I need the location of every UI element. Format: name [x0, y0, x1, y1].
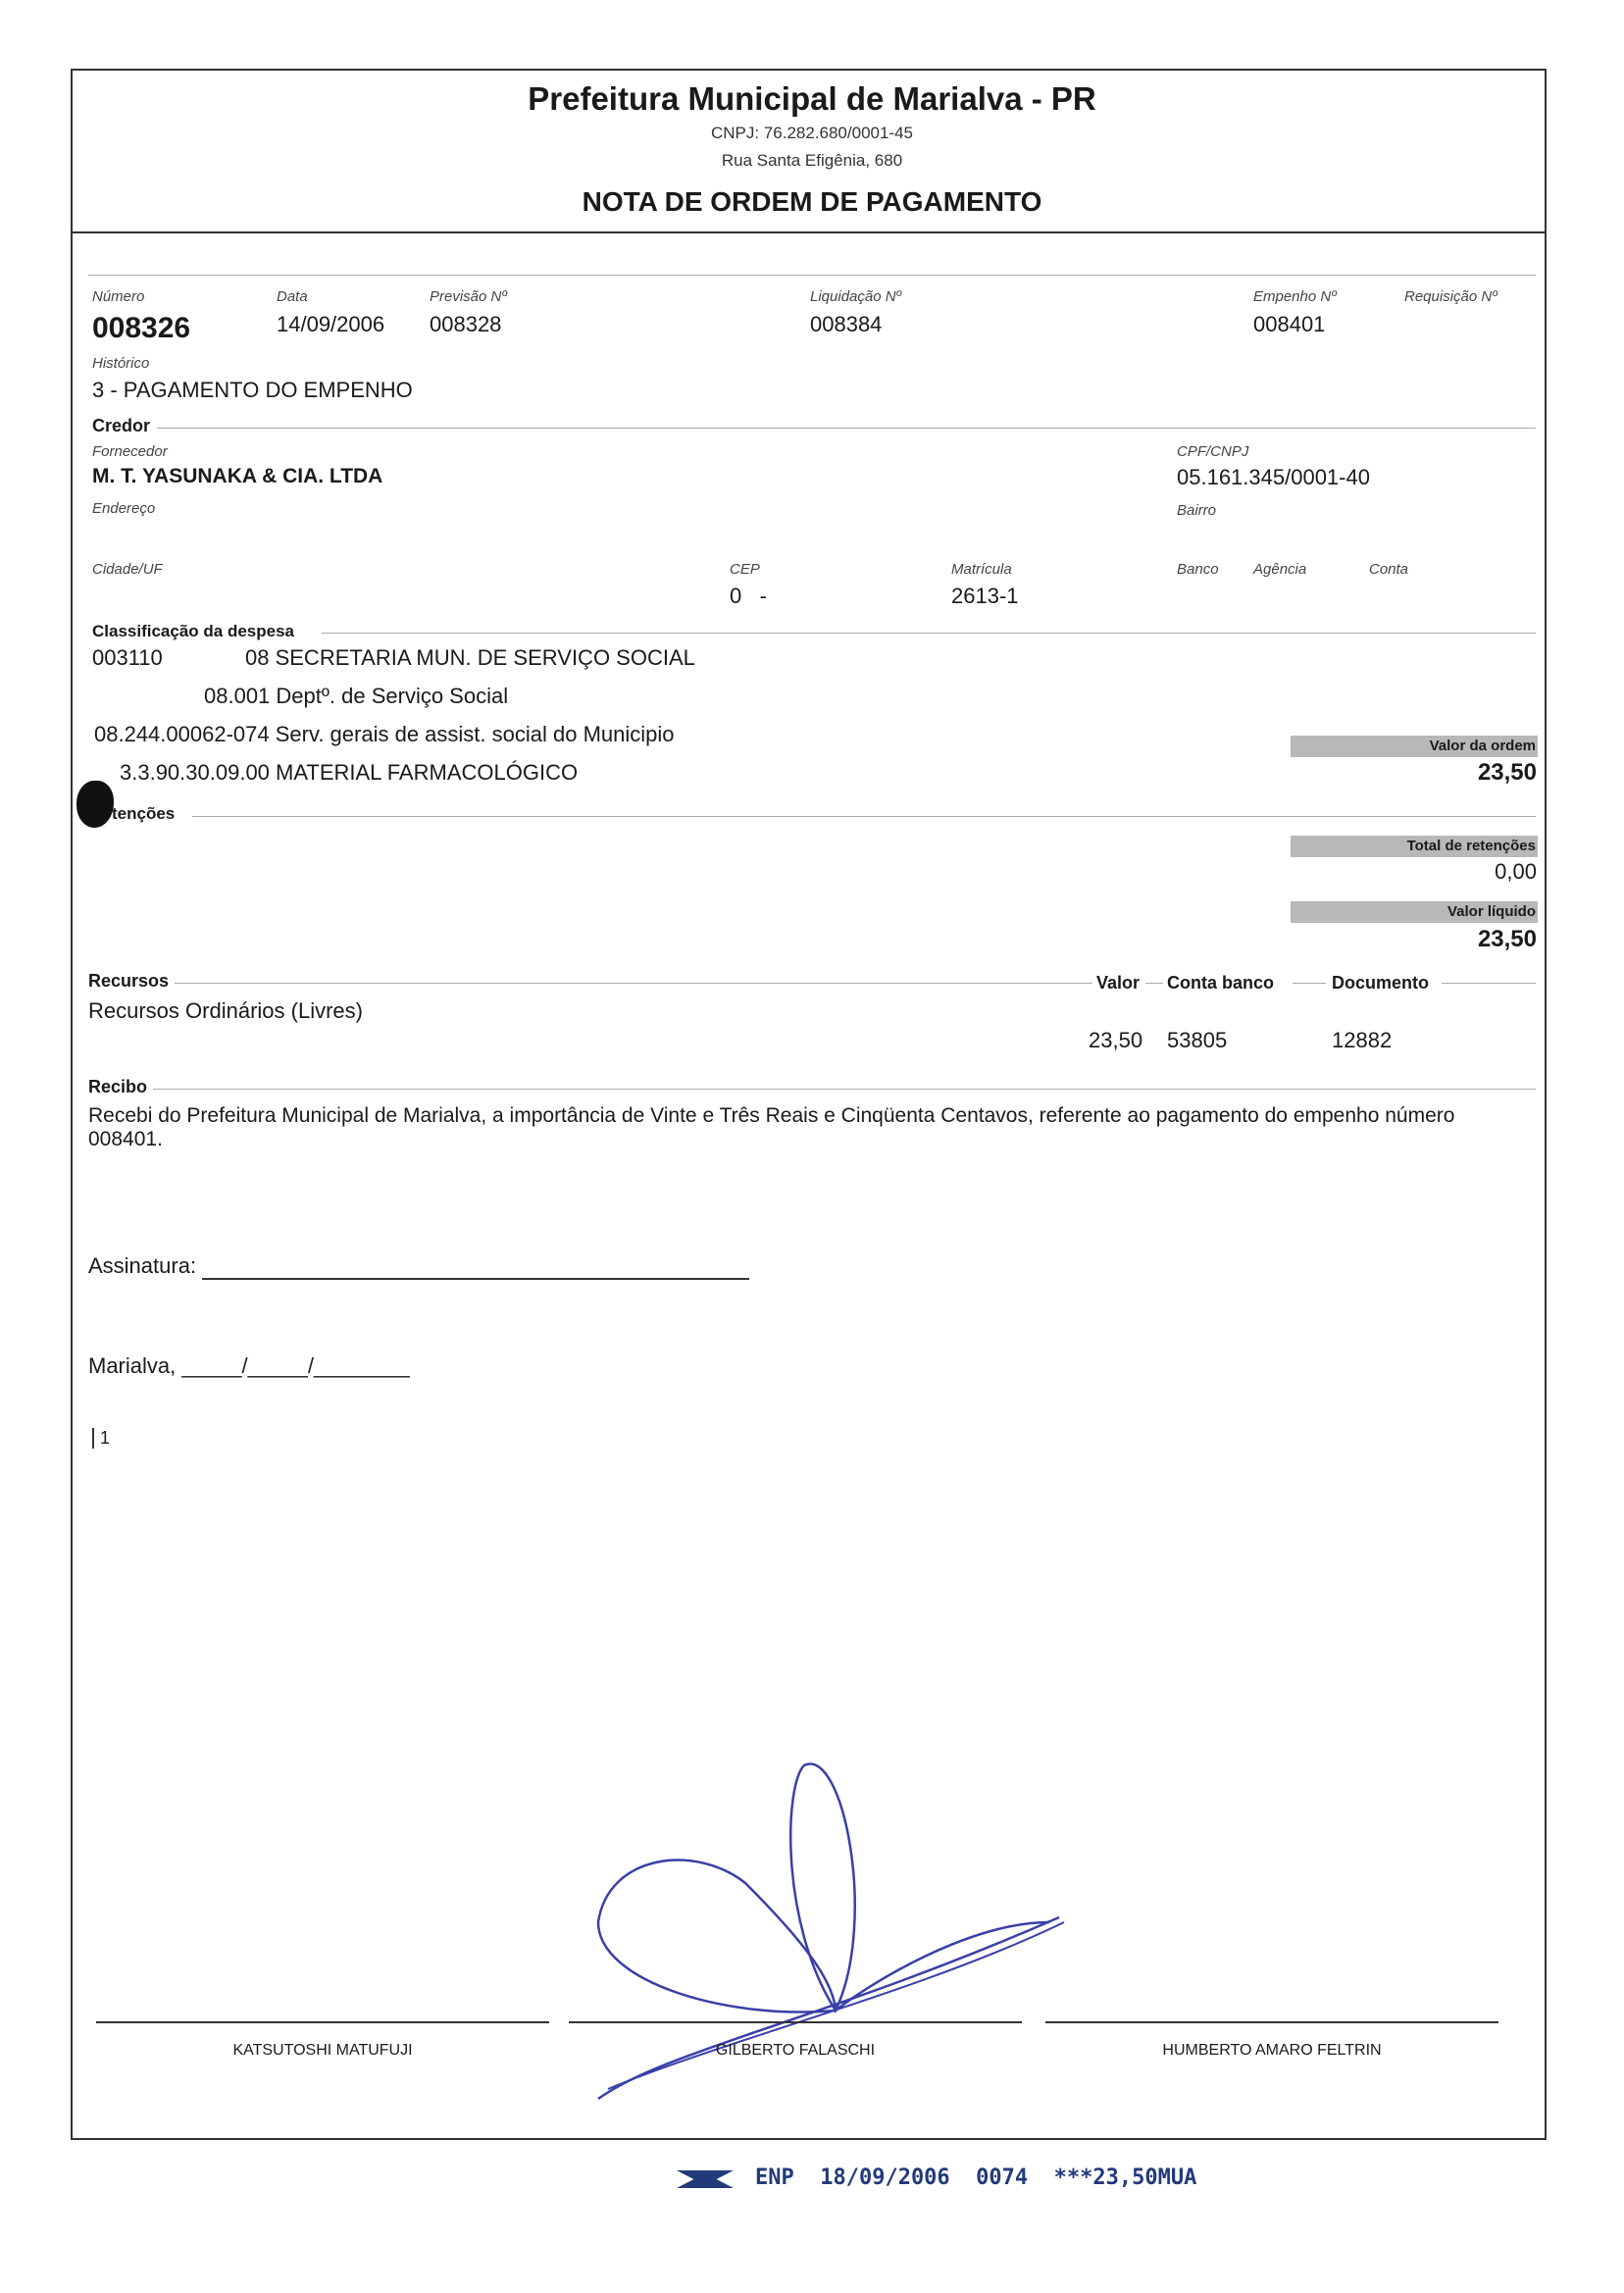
- classificacao-section: Classificação da despesa: [92, 622, 295, 640]
- signature-line-2: [569, 2021, 1022, 2023]
- signatory-1: KATSUTOSHI MATUFUJI: [232, 2042, 413, 2059]
- fields-top-line: [88, 275, 1536, 276]
- recursos-conta: 53805: [1167, 1028, 1228, 1052]
- numero-label: Número: [92, 288, 145, 305]
- cpf-label: CPF/CNPJ: [1177, 443, 1249, 460]
- stamp-logo-icon: [677, 2170, 734, 2188]
- fornecedor-label: Fornecedor: [92, 443, 168, 460]
- recursos-conta-label: Conta banco: [1167, 973, 1275, 993]
- fornecedor-value: M. T. YASUNAKA & CIA. LTDA: [92, 465, 383, 487]
- cep-value: 0 -: [730, 584, 767, 608]
- elemento-text: 3.3.90.30.09.00 MATERIAL FARMACOLÓGICO: [120, 760, 579, 785]
- numero-value: 008326: [92, 312, 191, 344]
- recursos-documento: 12882: [1332, 1028, 1393, 1052]
- conta-label: Conta: [1369, 561, 1409, 578]
- signature-line-1: [96, 2021, 549, 2023]
- cnpj-text: CNPJ: 76.282.680/0001-45: [710, 124, 914, 142]
- recibo-rule: [153, 1089, 1536, 1090]
- total-retencoes-value: 0,00: [1495, 859, 1537, 884]
- signatory-3: HUMBERTO AMARO FELTRIN: [1162, 2042, 1382, 2059]
- valor-liquido-value: 23,50: [1477, 926, 1537, 952]
- bairro-label: Bairro: [1177, 502, 1217, 519]
- page-title: Prefeitura Municipal de Marialva - PR: [528, 80, 1096, 117]
- recibo-text: Recebi do Prefeitura Municipal de Marialva, a importância de Vinte e Três Reais e Cinqüenta Centavos, referente ao pagamento do empenho número 008401.: [88, 1104, 1455, 1150]
- cpf-value: 05.161.345/0001-40: [1177, 465, 1370, 489]
- secretaria-text: 08 SECRETARIA MUN. DE SERVIÇO SOCIAL: [245, 645, 695, 670]
- requisicao-label: Requisição Nº: [1404, 288, 1497, 305]
- signature-line-3: [1045, 2021, 1498, 2023]
- matricula-value: 2613-1: [951, 584, 1019, 608]
- credor-section: Credor: [92, 416, 151, 435]
- valor-ordem-label: Valor da ordem: [1291, 736, 1538, 757]
- recibo-section: Recibo: [88, 1077, 148, 1096]
- signature-drawing: [579, 1726, 1079, 2118]
- recursos-documento-label: Documento: [1332, 973, 1429, 993]
- local-data-line: Marialva, _____/_____/________: [88, 1353, 410, 1378]
- empenho-value: 008401: [1253, 312, 1326, 336]
- recursos-rule: [175, 983, 1092, 984]
- valor-ordem-value: 23,50: [1477, 759, 1537, 786]
- cep-label: CEP: [730, 561, 760, 578]
- header-divider: [71, 231, 1547, 233]
- signatory-2: GILBERTO FALASCHI: [715, 2042, 876, 2059]
- retencoes-section: tenções: [112, 804, 176, 823]
- recursos-valor: 23,50: [1089, 1028, 1143, 1052]
- classificacao-rule: [322, 633, 1536, 634]
- liquidacao-label: Liquidação Nº: [810, 288, 902, 305]
- empenho-label: Empenho Nº: [1253, 288, 1337, 305]
- assinatura-line: [202, 1278, 749, 1280]
- recursos-valor-label: Valor: [1096, 973, 1141, 993]
- dept-text: 08.001 Deptº. de Serviço Social: [204, 684, 509, 708]
- programa-text: 08.244.00062-074 Serv. gerais de assist. social do Municipio: [94, 722, 675, 746]
- recursos-rule-3: [1293, 983, 1326, 984]
- data-label: Data: [277, 288, 308, 305]
- classificacao-code: 003110: [92, 645, 163, 670]
- liquidacao-value: 008384: [810, 312, 883, 336]
- assinatura-label: Assinatura:: [88, 1253, 197, 1278]
- recursos-section: Recursos: [88, 971, 170, 991]
- credor-rule: [157, 428, 1536, 429]
- previsao-label: Previsão Nº: [430, 288, 507, 305]
- recursos-rule-2: [1145, 983, 1163, 984]
- matricula-label: Matrícula: [951, 561, 1012, 578]
- agencia-label: Agência: [1253, 561, 1307, 578]
- endereco-label: Endereço: [92, 500, 156, 517]
- page-mark: 1: [92, 1428, 110, 1449]
- authentication-stamp: ENP 18/09/2006 0074 ***23,50MUA: [755, 2166, 1197, 2190]
- recursos-descricao: Recursos Ordinários (Livres): [88, 998, 363, 1023]
- banco-label: Banco: [1177, 561, 1219, 578]
- data-value: 14/09/2006: [277, 312, 385, 336]
- retencoes-rule: [192, 816, 1536, 817]
- address-text: Rua Santa Efigênia, 680: [721, 151, 903, 170]
- total-retencoes-label: Total de retenções: [1291, 836, 1538, 857]
- historico-label: Histórico: [92, 355, 150, 372]
- document-title: NOTA DE ORDEM DE PAGAMENTO: [582, 186, 1042, 217]
- valor-liquido-label: Valor líquido: [1291, 901, 1538, 923]
- historico-value: 3 - PAGAMENTO DO EMPENHO: [92, 378, 413, 402]
- cidade-label: Cidade/UF: [92, 561, 163, 578]
- recursos-rule-4: [1442, 983, 1536, 984]
- previsao-value: 008328: [430, 312, 502, 336]
